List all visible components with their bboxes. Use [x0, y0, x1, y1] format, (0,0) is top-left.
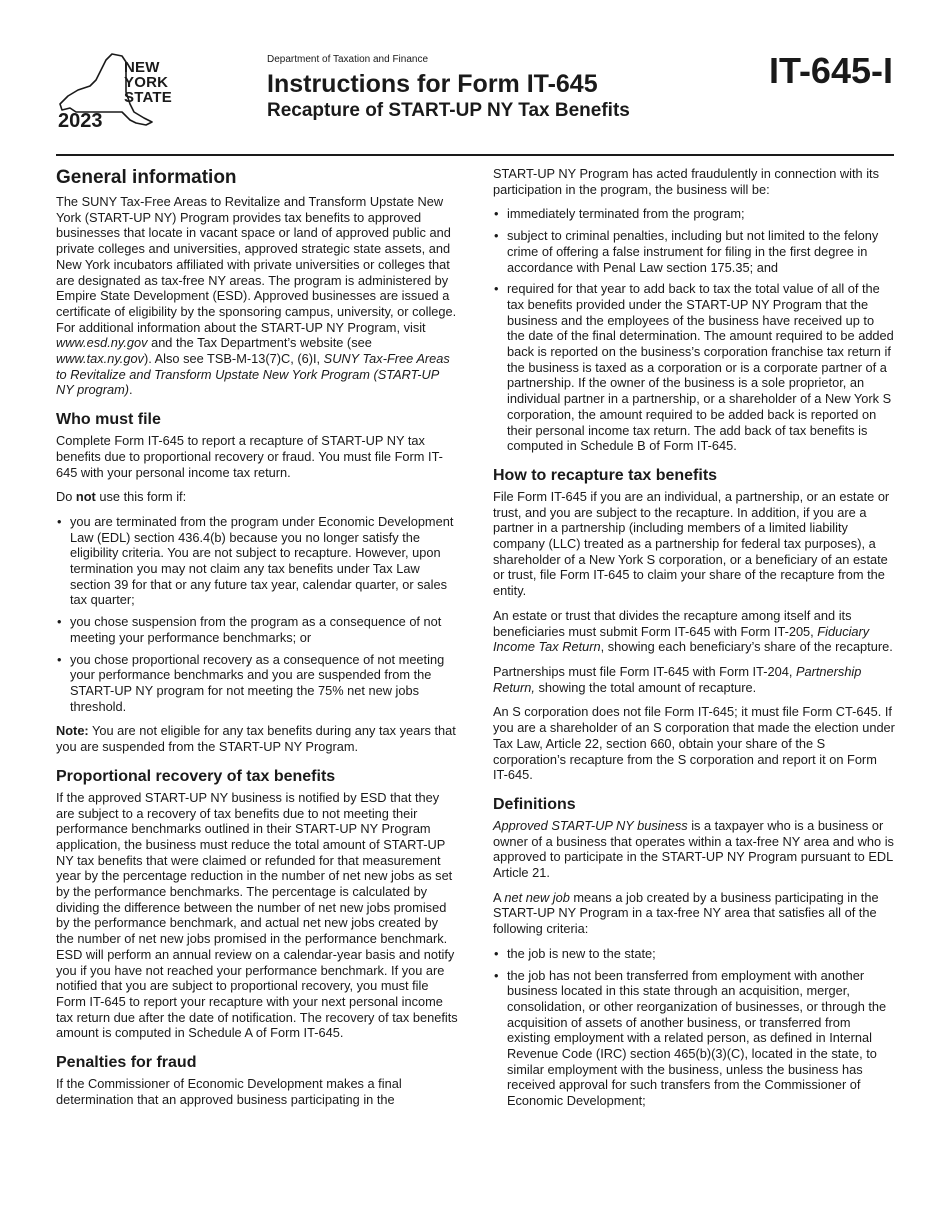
general-text-a: The SUNY Tax-Free Areas to Revitalize and Transform Upstate New York (START-UP NY) Program provides tax benefits to approved businesses that locate in vacant space or land of approved public and private colleges and universities, approved strategic state assets, and New York incubators affiliated with private universities or colleges that are designated as tax-free NY areas. The program is administered by Empire State Development (ESD). Approved businesses are issued a certificate of eligibility by the sponsoring campus, university, or college. For additional information about the START-UP NY Program, visit — [56, 194, 457, 335]
list-item: • subject to criminal penalties, including but not limited to the felony crime of offering a false instrument for filing in the first degree in accordance with Penal Law section 175.35; and — [493, 228, 895, 275]
term-approved-business: Approved START-UP NY business — [493, 817, 688, 833]
definition-approved-business — [493, 818, 895, 881]
left-column — [56, 166, 458, 1116]
recapture-paragraph-1: File Form IT-645 if you are an individual, a partnership, or an estate or trust, and you are subject to the recapture. In addition, if you are a partner in a partnership (including members of a limited liability company (LLC) treated as a partnership for federal tax purposes), a shareholder of a New York S corporation, or a beneficiary of an estate or trust, file Form IT-645 to claim your share of the recapture from the entity. — [493, 488, 890, 599]
header-divider — [56, 154, 894, 156]
logo-line-new: NEW — [124, 59, 160, 76]
list-item: • required for that year to add back to tax the total value of all of the tax benefits provided under the START-UP NY Program that the business and the employees of the business have received up to the date of the final determination. The amount required to be added back is reported on the business’s corporation franchise tax return if the business is taxed as a corporation or is a corporate partner of a partnership. If the owner of the business is a sole proprietor, an individual partner in a partnership, or a shareholder of a New York S corporation, the amount required to be added back is reported on their personal income tax return. The add back of tax benefits is computed in Schedule B of Form IT-645. — [493, 281, 895, 454]
fraud-paragraph-continued: START-UP NY Program has acted fraudulently in connection with its participation in the program, the business will be: — [493, 166, 879, 197]
recapture-p2-text-a: An estate or trust that divides the recapture among itself and its beneficiaries must submit Form IT-645 with Form IT-205, — [493, 607, 852, 639]
section-heading-definitions: Definitions — [493, 795, 576, 813]
proportional-paragraph: If the approved START-UP NY business is notified by ESD that they are subject to a recovery of tax benefits due to not meeting their performance benchmarks outlined in their START-UP NY Program application, the business must reduce the total amount of START-UP NY tax benefits that were claimed or refunded for that measurement year by the percentage reduction in the number of net new jobs as set by the performance benchmarks. The percentage is calculated by dividing the difference between the number of net new jobs promised by the performance benchmark, and actual net new jobs created by the number of net new jobs promised in the performance benchmark. ESD will perform an annual review on a calendar-year basis and notify you if you have not reached your performance benchmark. If you are notified that you are subject to proportional recovery, you must file Form IT-645 to report your recapture with your next personal income tax return due after the date of notification. The recovery of tax benefits amount is computed in Schedule A of Form IT-645. — [56, 789, 458, 1041]
section-heading-penalties-for-fraud: Penalties for fraud — [56, 1054, 197, 1072]
net-new-job-criteria-list — [493, 946, 895, 1109]
recapture-p3-text-b: showing the total amount of recapture. — [534, 679, 757, 695]
list-item: • you chose suspension from the program as a consequence of not meeting your performance benchmarks; or — [56, 614, 458, 645]
tax-url: www.tax.ny.gov — [56, 351, 144, 367]
general-text-c: ). Also see TSB-M-13(7)C, (6)I, — [143, 351, 324, 367]
logo-line-york: YORK — [124, 74, 169, 91]
general-text-b: and the Tax Department’s website (see — [147, 335, 372, 351]
section-heading-how-to-recapture: How to recapture tax benefits — [493, 466, 718, 484]
section-heading-general: General information — [56, 167, 237, 188]
partnership-return-title: Partnership Return, — [493, 663, 862, 695]
right-column — [493, 166, 895, 1118]
page-title: Instructions for Form IT-645 — [267, 70, 598, 98]
who-note — [56, 723, 458, 754]
logo-line-state: STATE — [124, 89, 172, 106]
note-label: Note: — [56, 723, 89, 739]
recapture-paragraph-4: An S corporation does not file Form IT-645; it must file Form CT-645. If you are a shareholder of an S corporation that made the election under Tax Law, Article 22, section 660, obtain your share of the S corporation’s recapture from the S corporation and report it on Form IT-645. — [493, 704, 895, 783]
definition-net-new-job — [493, 890, 895, 937]
publication-title: SUNY Tax-Free Areas to Revitalize and Transform Upstate New York Program (START-UP NY program) — [56, 351, 450, 398]
definition-net-new-job-a: A — [493, 889, 505, 905]
logo-text — [124, 60, 172, 105]
who-exclusion-list — [56, 514, 458, 714]
fraud-paragraph-start: If the Commissioner of Economic Development makes a final determination that an approved business participating in the — [56, 1076, 402, 1107]
general-paragraph — [56, 194, 458, 398]
page-subtitle: Recapture of START-UP NY Tax Benefits — [267, 100, 630, 121]
general-text-d: . — [129, 382, 133, 398]
who-paragraph: Complete Form IT-645 to report a recapture of START-UP NY tax benefits due to proportional recovery or fraud. You must file Form IT-645 with your personal income tax return. — [56, 433, 443, 480]
definition-net-new-job-text: means a job created by a business participating in the START-UP NY Program in a tax-free NY area that satisfies all of the following criteria: — [493, 889, 879, 937]
who-do-not-use — [56, 489, 458, 505]
do-not-text-a: Do — [56, 489, 76, 505]
recapture-p2-text-b: , showing each beneficiary’s share of the recapture. — [600, 639, 893, 655]
recapture-paragraph-3 — [493, 664, 895, 695]
list-item: • immediately terminated from the program; — [493, 206, 895, 222]
do-not-text-b: use this form if: — [95, 489, 187, 505]
definition-approved-business-text: is a taxpayer who is a business or owner of a business that operates within a tax-free NY area and who is approved to participate in the START-UP NY Program pursuant to EDL Article 21. — [493, 817, 894, 881]
section-heading-proportional-recovery: Proportional recovery of tax benefits — [56, 767, 336, 785]
new-york-state-logo — [56, 52, 186, 134]
department-name: Department of Taxation and Finance — [267, 54, 429, 65]
section-heading-who-must-file: Who must file — [56, 411, 161, 429]
form-id: IT-645-I — [768, 50, 893, 91]
recapture-paragraph-2 — [493, 608, 895, 655]
list-item: • you are terminated from the program under Economic Development Law (EDL) section 436.4(b) because you no longer satisfy the eligibility criteria. You are not subject to recapture. However, upon termination you may not claim any tax benefits under Tax Law section 39 for that or any future tax year, calendar quarter, or sales tax quarter; — [56, 514, 458, 608]
fiduciary-return-title: Fiduciary Income Tax Return — [493, 623, 870, 655]
list-item: • the job is new to the state; — [493, 946, 895, 962]
esd-url: www.esd.ny.gov — [56, 335, 148, 351]
do-not-bold: not — [75, 489, 96, 505]
list-item: • you chose proportional recovery as a consequence of not meeting your performance benchmarks and you are suspended from the START-UP NY program for not meeting the 75% net new jobs threshold. — [56, 652, 458, 715]
page-header — [0, 0, 950, 160]
recapture-p3-text-a: Partnerships must file Form IT-645 with Form IT-204, — [493, 663, 796, 679]
logo-year: 2023 — [58, 110, 103, 132]
term-net-new-job: net new job — [504, 889, 570, 905]
fraud-consequence-list — [493, 206, 895, 454]
list-item: • the job has not been transferred from employment with another business located in this state through an acquisition, merger, consolidation, or other reorganization of businesses, or through the acquisition of assets of another business, or transferred from existing employment with a related person, as defined in Internal Revenue Code (IRC) section 465(b)(3)(C), located in the state, to similar employment with the business, unless the business has received approval for such transfers from the Commissioner of Economic Development; — [493, 968, 895, 1109]
note-text: You are not eligible for any tax benefits during any tax years that you are suspended from the START-UP NY Program. — [56, 723, 456, 755]
